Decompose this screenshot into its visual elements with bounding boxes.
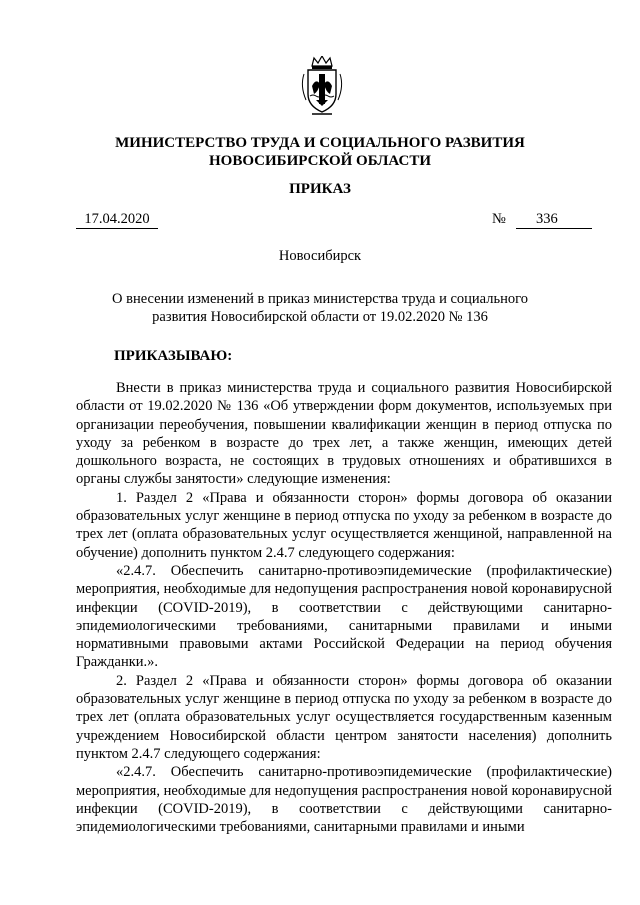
- document-date: 17.04.2020: [76, 210, 158, 229]
- paragraph-quote-1: «2.4.7. Обеспечить санитарно-противоэпидемические (профилактические) мероприятия, необходимые для недопущения распространения новой коронавирусной инфекции (COVID-2019), в соответствии с действующими санитарно-эпидемиологическими требованиями, санитарными правилами и иными нормативными правовыми актами Российской Федерации на период обучения Гражданки.».: [76, 562, 612, 671]
- document-subject: [60, 290, 580, 326]
- orders-heading: ПРИКАЗЫВАЮ:: [114, 348, 233, 364]
- number-label: №: [492, 211, 506, 227]
- ministry-title-line2: НОВОСИБИРСКОЙ ОБЛАСТИ: [208, 153, 432, 169]
- paragraph-item-1: 1. Раздел 2 «Права и обязанности сторон» формы договора об оказании образовательных услуг женщине в период отпуска по уходу за ребенком в возрасте до трех лет (оплата образовательных услуг осуществляется женщиной, направленной на обучение) дополнить пунктом 2.4.7 следующего содержания:: [76, 489, 612, 561]
- ministry-title-line1: МИНИСТЕРСТВО ТРУДА И СОЦИАЛЬНОГО РАЗВИТИЯ: [115, 135, 525, 151]
- paragraph-intro: Внести в приказ министерства труда и социального развития Новосибирской области от 19.02.2020 № 136 «Об утверждении форм документов, используемых при организации переобучения, повышении квалификации женщин в период отпуска по уходу за ребенком в возрасте до трех лет, а также женщин, имеющих детей дошкольного возраста, не состоящих в трудовых отношениях и обратившихся в органы службы занятости» следующие изменения:: [76, 380, 612, 488]
- ministry-title: [60, 134, 580, 170]
- subject-line1: О внесении изменений в приказ министерства труда и социального: [112, 291, 528, 307]
- document-number: 336: [516, 210, 592, 229]
- paragraph-quote-2: «2.4.7. Обеспечить санитарно-противоэпидемические (профилактические) мероприятия, необходимые для недопущения распространения новой коронавирусной инфекции (COVID-2019), в соответствии с действующими санитарно-эпидемиологическими требованиями, санитарными правилами и иными: [76, 764, 612, 836]
- document-type: ПРИКАЗ: [289, 181, 351, 197]
- coat-of-arms-icon: [298, 56, 346, 118]
- paragraph-item-2: 2. Раздел 2 «Права и обязанности сторон» формы договора об оказании образовательных услуг женщине в период отпуска по уходу за ребенком в возрасте до трех лет (оплата образовательных услуг осуществляется государственным казенным учреждением Новосибирской области центром занятости населения) дополнить пунктом 2.4.7 следующего содержания:: [76, 672, 612, 762]
- subject-line2: развития Новосибирской области от 19.02.2020 № 136: [152, 309, 488, 325]
- city: Новосибирск: [278, 248, 362, 264]
- document-body: [76, 379, 612, 836]
